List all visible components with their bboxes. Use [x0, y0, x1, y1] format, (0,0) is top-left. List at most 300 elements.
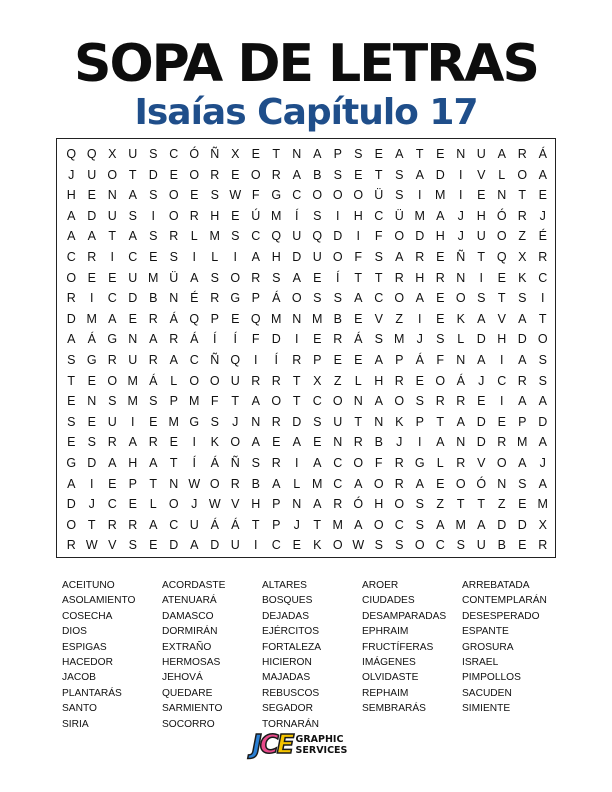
grid-cell[interactable]: R — [107, 517, 117, 532]
grid-cell[interactable]: S — [333, 291, 342, 306]
grid-cell[interactable]: Q — [250, 311, 261, 326]
grid-cell[interactable]: A — [518, 311, 527, 326]
grid-cell[interactable]: R — [66, 538, 76, 553]
grid-cell[interactable]: M — [455, 517, 466, 532]
grid-cell[interactable]: N — [292, 497, 302, 512]
grid-cell[interactable]: O — [394, 394, 405, 409]
grid-cell[interactable]: O — [332, 538, 343, 553]
grid-cell[interactable]: A — [128, 435, 137, 450]
grid-cell[interactable]: C — [189, 352, 199, 367]
grid-cell[interactable]: E — [128, 497, 137, 512]
grid-cell[interactable]: R — [230, 476, 240, 491]
grid-cell[interactable]: D — [517, 332, 527, 347]
grid-cell[interactable]: T — [292, 373, 301, 388]
grid-cell[interactable]: C — [107, 497, 117, 512]
grid-cell[interactable]: Á — [415, 352, 424, 367]
grid-cell[interactable]: V — [108, 538, 117, 553]
grid-cell[interactable]: O — [496, 229, 507, 244]
grid-cell[interactable]: I — [192, 435, 196, 450]
grid-cell[interactable]: V — [477, 455, 486, 470]
grid-cell[interactable]: R — [251, 270, 261, 285]
grid-cell[interactable]: Á — [231, 517, 240, 532]
grid-cell[interactable]: C — [497, 373, 507, 388]
grid-cell[interactable]: B — [333, 311, 342, 326]
grid-cell[interactable]: P — [272, 497, 281, 512]
grid-cell[interactable]: E — [231, 167, 240, 182]
grid-cell[interactable]: A — [292, 270, 301, 285]
grid-cell[interactable]: A — [292, 167, 301, 182]
grid-cell[interactable]: H — [128, 455, 138, 470]
grid-cell[interactable]: E — [354, 311, 363, 326]
grid-cell[interactable]: I — [418, 188, 422, 203]
grid-cell[interactable]: O — [66, 270, 77, 285]
grid-cell[interactable]: Á — [210, 455, 219, 470]
grid-cell[interactable]: N — [333, 435, 343, 450]
grid-cell[interactable]: S — [210, 270, 219, 285]
grid-cell[interactable]: W — [229, 188, 242, 203]
grid-cell[interactable]: L — [354, 373, 362, 388]
grid-cell[interactable]: A — [169, 352, 178, 367]
grid-cell[interactable]: V — [477, 167, 486, 182]
grid-cell[interactable]: M — [271, 208, 282, 223]
grid-cell[interactable]: R — [271, 167, 281, 182]
grid-cell[interactable]: R — [497, 435, 507, 450]
grid-cell[interactable]: Á — [190, 332, 199, 347]
grid-cell[interactable]: S — [231, 229, 240, 244]
grid-cell[interactable]: A — [149, 332, 158, 347]
grid-cell[interactable]: S — [395, 538, 404, 553]
grid-cell[interactable]: S — [518, 476, 527, 491]
grid-cell[interactable]: A — [477, 517, 486, 532]
grid-cell[interactable]: U — [189, 517, 199, 532]
grid-cell[interactable]: Í — [274, 352, 278, 367]
grid-cell[interactable]: M — [127, 394, 138, 409]
grid-cell[interactable]: S — [395, 188, 404, 203]
grid-cell[interactable]: I — [110, 249, 114, 264]
grid-cell[interactable]: E — [374, 147, 383, 161]
grid-cell[interactable]: S — [313, 208, 322, 223]
grid-cell[interactable]: N — [107, 188, 117, 203]
grid-cell[interactable]: M — [414, 208, 425, 223]
grid-cell[interactable]: H — [210, 208, 220, 223]
grid-cell[interactable]: Ó — [353, 497, 364, 512]
grid-cell[interactable]: N — [169, 476, 179, 491]
grid-cell[interactable]: X — [518, 249, 527, 264]
grid-cell[interactable]: S — [538, 352, 547, 367]
grid-cell[interactable]: O — [455, 291, 466, 306]
grid-cell[interactable]: O — [332, 394, 343, 409]
grid-cell[interactable]: Ó — [476, 476, 487, 491]
grid-cell[interactable]: S — [149, 394, 158, 409]
grid-cell[interactable]: X — [108, 147, 117, 161]
grid-cell[interactable]: A — [538, 476, 547, 491]
grid-cell[interactable]: E — [108, 476, 117, 491]
grid-cell[interactable]: A — [190, 538, 199, 553]
grid-cell[interactable]: S — [272, 270, 281, 285]
grid-cell[interactable]: A — [354, 476, 363, 491]
grid-cell[interactable]: E — [169, 167, 178, 182]
grid-cell[interactable]: T — [477, 497, 486, 512]
grid-cell[interactable]: J — [232, 414, 239, 429]
grid-cell[interactable]: Ñ — [456, 249, 466, 264]
grid-cell[interactable]: A — [374, 394, 383, 409]
grid-cell[interactable]: R — [107, 435, 117, 450]
grid-cell[interactable]: O — [496, 455, 507, 470]
grid-cell[interactable]: S — [374, 332, 383, 347]
grid-cell[interactable]: S — [415, 497, 424, 512]
grid-cell[interactable]: E — [477, 188, 486, 203]
grid-cell[interactable]: E — [354, 167, 363, 182]
grid-cell[interactable]: S — [333, 167, 342, 182]
grid-cell[interactable]: M — [312, 476, 323, 491]
grid-cell[interactable]: R — [128, 517, 138, 532]
grid-cell[interactable]: R — [169, 229, 179, 244]
grid-cell[interactable]: W — [352, 538, 365, 553]
grid-cell[interactable]: T — [354, 270, 363, 285]
grid-cell[interactable]: O — [168, 497, 179, 512]
grid-cell[interactable]: R — [210, 291, 220, 306]
grid-cell[interactable]: E — [87, 414, 96, 429]
grid-cell[interactable]: I — [500, 352, 504, 367]
grid-cell[interactable]: D — [476, 332, 486, 347]
grid-cell[interactable]: R — [251, 373, 261, 388]
grid-cell[interactable]: U — [476, 147, 486, 161]
grid-cell[interactable]: S — [67, 352, 76, 367]
grid-cell[interactable]: U — [230, 373, 240, 388]
grid-cell[interactable]: P — [251, 291, 260, 306]
grid-cell[interactable]: A — [67, 208, 76, 223]
grid-cell[interactable]: E — [313, 435, 322, 450]
grid-cell[interactable]: R — [456, 394, 466, 409]
grid-cell[interactable]: O — [537, 332, 548, 347]
grid-cell[interactable]: D — [333, 229, 343, 244]
grid-cell[interactable]: Á — [87, 332, 96, 347]
grid-cell[interactable]: F — [374, 455, 383, 470]
grid-cell[interactable]: K — [395, 414, 404, 429]
grid-cell[interactable]: E — [149, 538, 158, 553]
grid-cell[interactable]: E — [190, 188, 199, 203]
grid-cell[interactable]: E — [518, 538, 527, 553]
grid-cell[interactable]: S — [108, 394, 117, 409]
grid-cell[interactable]: L — [457, 332, 465, 347]
grid-cell[interactable]: H — [353, 208, 363, 223]
grid-cell[interactable]: Q — [496, 249, 507, 264]
grid-cell[interactable]: U — [128, 147, 138, 161]
grid-cell[interactable]: N — [251, 414, 261, 429]
grid-cell[interactable]: O — [435, 373, 446, 388]
grid-cell[interactable]: U — [107, 414, 117, 429]
grid-cell[interactable]: T — [87, 517, 96, 532]
grid-cell[interactable]: P — [128, 476, 137, 491]
grid-cell[interactable]: F — [436, 352, 445, 367]
grid-cell[interactable]: C — [538, 270, 548, 285]
grid-cell[interactable]: A — [354, 291, 363, 306]
grid-cell[interactable]: S — [415, 517, 424, 532]
grid-cell[interactable]: A — [87, 229, 96, 244]
grid-cell[interactable]: S — [374, 538, 383, 553]
grid-cell[interactable]: R — [148, 352, 158, 367]
grid-cell[interactable]: Z — [518, 229, 527, 244]
grid-cell[interactable]: L — [498, 167, 506, 182]
grid-cell[interactable]: S — [251, 455, 260, 470]
grid-cell[interactable]: E — [231, 208, 240, 223]
grid-cell[interactable]: W — [208, 497, 221, 512]
grid-cell[interactable]: A — [313, 147, 322, 161]
grid-cell[interactable]: Z — [497, 497, 506, 512]
grid-cell[interactable]: F — [251, 332, 260, 347]
grid-cell[interactable]: B — [149, 291, 158, 306]
grid-cell[interactable]: R — [271, 455, 281, 470]
grid-cell[interactable]: T — [436, 414, 445, 429]
grid-cell[interactable]: A — [67, 332, 76, 347]
grid-cell[interactable]: E — [518, 497, 527, 512]
grid-cell[interactable]: E — [272, 435, 281, 450]
grid-cell[interactable]: Á — [456, 373, 465, 388]
grid-cell[interactable]: V — [231, 497, 240, 512]
grid-cell[interactable]: L — [190, 229, 198, 244]
grid-cell[interactable]: I — [254, 538, 258, 553]
grid-cell[interactable]: U — [476, 229, 486, 244]
grid-cell[interactable]: C — [271, 538, 281, 553]
grid-cell[interactable]: E — [538, 188, 547, 203]
grid-cell[interactable]: D — [292, 249, 302, 264]
grid-cell[interactable]: M — [209, 229, 220, 244]
grid-cell[interactable]: X — [231, 147, 240, 161]
grid-cell[interactable]: A — [477, 352, 486, 367]
grid-cell[interactable]: O — [517, 167, 528, 182]
grid-cell[interactable]: C — [169, 147, 179, 161]
grid-cell[interactable]: L — [436, 455, 444, 470]
grid-cell[interactable]: S — [518, 291, 527, 306]
grid-cell[interactable]: Í — [336, 270, 340, 285]
grid-cell[interactable]: H — [415, 270, 425, 285]
grid-cell[interactable]: U — [87, 167, 97, 182]
grid-cell[interactable]: W — [188, 476, 201, 491]
grid-cell[interactable]: S — [169, 249, 178, 264]
grid-cell[interactable]: I — [418, 311, 422, 326]
grid-cell[interactable]: D — [87, 208, 97, 223]
grid-cell[interactable]: M — [435, 188, 446, 203]
grid-cell[interactable]: G — [189, 414, 200, 429]
grid-cell[interactable]: H — [271, 249, 281, 264]
grid-cell[interactable]: H — [497, 332, 507, 347]
grid-cell[interactable]: S — [395, 167, 404, 182]
grid-cell[interactable]: B — [497, 538, 506, 553]
grid-cell[interactable]: S — [313, 414, 322, 429]
grid-cell[interactable]: A — [518, 394, 527, 409]
grid-cell[interactable]: O — [414, 538, 425, 553]
grid-cell[interactable]: E — [169, 435, 178, 450]
grid-cell[interactable]: Ó — [189, 147, 200, 161]
grid-cell[interactable]: G — [66, 455, 77, 470]
grid-cell[interactable]: A — [518, 352, 527, 367]
grid-cell[interactable]: S — [538, 373, 547, 388]
grid-cell[interactable]: A — [292, 435, 301, 450]
grid-cell[interactable]: E — [67, 435, 76, 450]
grid-cell[interactable]: I — [541, 291, 545, 306]
grid-cell[interactable]: A — [251, 249, 260, 264]
grid-cell[interactable]: R — [189, 208, 199, 223]
grid-cell[interactable]: A — [415, 476, 424, 491]
grid-cell[interactable]: S — [149, 188, 158, 203]
grid-cell[interactable]: D — [476, 435, 486, 450]
grid-cell[interactable]: J — [191, 497, 198, 512]
grid-cell[interactable]: H — [374, 497, 384, 512]
grid-cell[interactable]: Z — [333, 373, 342, 388]
grid-cell[interactable]: J — [478, 373, 485, 388]
grid-cell[interactable]: U — [333, 414, 343, 429]
grid-cell[interactable]: D — [169, 538, 179, 553]
grid-cell[interactable]: O — [230, 270, 241, 285]
grid-cell[interactable]: R — [456, 455, 466, 470]
grid-cell[interactable]: P — [210, 311, 219, 326]
grid-cell[interactable]: D — [148, 167, 158, 182]
grid-cell[interactable]: C — [394, 517, 404, 532]
grid-cell[interactable]: M — [312, 311, 323, 326]
grid-cell[interactable]: E — [436, 476, 445, 491]
grid-cell[interactable]: D — [415, 229, 425, 244]
grid-cell[interactable]: I — [459, 167, 463, 182]
grid-cell[interactable]: L — [293, 476, 301, 491]
grid-cell[interactable]: A — [128, 229, 137, 244]
grid-cell[interactable]: J — [539, 208, 546, 223]
grid-cell[interactable]: N — [128, 332, 138, 347]
grid-cell[interactable]: M — [332, 517, 343, 532]
grid-cell[interactable]: K — [456, 311, 465, 326]
grid-cell[interactable]: I — [479, 270, 483, 285]
grid-cell[interactable]: C — [107, 291, 117, 306]
grid-cell[interactable]: Í — [192, 455, 196, 470]
grid-cell[interactable]: P — [169, 394, 178, 409]
grid-cell[interactable]: Í — [233, 332, 237, 347]
grid-cell[interactable]: S — [415, 394, 424, 409]
grid-cell[interactable]: H — [251, 497, 261, 512]
grid-cell[interactable]: O — [189, 373, 200, 388]
grid-cell[interactable]: T — [415, 147, 424, 161]
grid-cell[interactable]: A — [313, 455, 322, 470]
grid-cell[interactable]: G — [414, 455, 425, 470]
grid-cell[interactable]: E — [313, 332, 322, 347]
grid-cell[interactable]: W — [85, 538, 98, 553]
grid-cell[interactable]: E — [415, 373, 424, 388]
grid-cell[interactable]: E — [231, 311, 240, 326]
grid-cell[interactable]: M — [537, 497, 548, 512]
grid-cell[interactable]: C — [333, 476, 343, 491]
grid-cell[interactable]: C — [128, 249, 138, 264]
grid-cell[interactable]: A — [190, 270, 199, 285]
grid-cell[interactable]: N — [292, 147, 302, 161]
grid-cell[interactable]: R — [148, 311, 158, 326]
grid-cell[interactable]: R — [333, 332, 343, 347]
grid-cell[interactable]: Í — [295, 208, 299, 223]
grid-cell[interactable]: J — [416, 332, 423, 347]
grid-cell[interactable]: O — [66, 517, 77, 532]
grid-cell[interactable]: Á — [210, 517, 219, 532]
grid-cell[interactable]: C — [333, 455, 343, 470]
grid-cell[interactable]: P — [415, 414, 424, 429]
grid-cell[interactable]: A — [436, 435, 445, 450]
grid-cell[interactable]: Ü — [394, 208, 404, 223]
grid-cell[interactable]: Z — [395, 311, 404, 326]
grid-cell[interactable]: O — [271, 394, 282, 409]
grid-cell[interactable]: M — [148, 270, 159, 285]
grid-cell[interactable]: T — [374, 167, 383, 182]
grid-cell[interactable]: T — [231, 394, 240, 409]
grid-cell[interactable]: A — [436, 208, 445, 223]
grid-cell[interactable]: E — [149, 249, 158, 264]
grid-cell[interactable]: Á — [149, 373, 158, 388]
grid-cell[interactable]: D — [292, 414, 302, 429]
grid-cell[interactable]: A — [251, 394, 260, 409]
grid-cell[interactable]: Ñ — [210, 352, 220, 367]
grid-cell[interactable]: S — [374, 249, 383, 264]
grid-cell[interactable]: D — [66, 497, 76, 512]
grid-cell[interactable]: C — [374, 291, 384, 306]
grid-cell[interactable]: V — [497, 311, 506, 326]
grid-cell[interactable]: Z — [436, 497, 445, 512]
grid-cell[interactable]: I — [418, 435, 422, 450]
grid-cell[interactable]: M — [271, 311, 282, 326]
grid-cell[interactable]: Ñ — [230, 455, 240, 470]
grid-cell[interactable]: E — [87, 188, 96, 203]
grid-cell[interactable]: D — [497, 517, 507, 532]
grid-cell[interactable]: A — [128, 188, 137, 203]
grid-cell[interactable]: M — [127, 373, 138, 388]
grid-cell[interactable]: Q — [271, 229, 282, 244]
grid-cell[interactable]: J — [68, 167, 75, 182]
grid-cell[interactable]: M — [189, 394, 200, 409]
grid-cell[interactable]: Ú — [251, 208, 261, 223]
grid-cell[interactable]: M — [394, 332, 405, 347]
grid-cell[interactable]: I — [459, 188, 463, 203]
grid-cell[interactable]: S — [87, 435, 96, 450]
grid-cell[interactable]: R — [271, 373, 281, 388]
grid-cell[interactable]: C — [66, 249, 76, 264]
grid-cell[interactable]: E — [251, 147, 260, 161]
grid-cell[interactable]: X — [538, 517, 547, 532]
grid-cell[interactable]: U — [292, 229, 302, 244]
grid-cell[interactable]: I — [295, 332, 299, 347]
grid-cell[interactable]: D — [210, 538, 220, 553]
grid-cell[interactable]: Á — [354, 332, 363, 347]
grid-cell[interactable]: E — [497, 414, 506, 429]
grid-cell[interactable]: A — [497, 147, 506, 161]
grid-cell[interactable]: T — [518, 188, 527, 203]
grid-cell[interactable]: S — [67, 414, 76, 429]
grid-cell[interactable]: T — [272, 147, 281, 161]
grid-cell[interactable]: E — [108, 270, 117, 285]
grid-cell[interactable]: P — [272, 517, 281, 532]
grid-cell[interactable]: L — [211, 249, 219, 264]
grid-cell[interactable]: N — [169, 291, 179, 306]
grid-cell[interactable]: U — [107, 208, 117, 223]
grid-cell[interactable]: L — [170, 373, 178, 388]
grid-cell[interactable]: O — [394, 497, 405, 512]
grid-cell[interactable]: R — [148, 435, 158, 450]
grid-cell[interactable]: R — [333, 497, 343, 512]
grid-cell[interactable]: Ü — [169, 270, 179, 285]
grid-cell[interactable]: Ü — [374, 188, 384, 203]
grid-cell[interactable]: E — [87, 270, 96, 285]
grid-cell[interactable]: L — [149, 497, 157, 512]
grid-cell[interactable]: N — [456, 435, 466, 450]
grid-cell[interactable]: E — [67, 394, 76, 409]
grid-cell[interactable]: H — [374, 373, 384, 388]
grid-cell[interactable]: T — [251, 517, 260, 532]
grid-cell[interactable]: A — [354, 517, 363, 532]
grid-cell[interactable]: D — [476, 414, 486, 429]
grid-cell[interactable]: S — [210, 188, 219, 203]
